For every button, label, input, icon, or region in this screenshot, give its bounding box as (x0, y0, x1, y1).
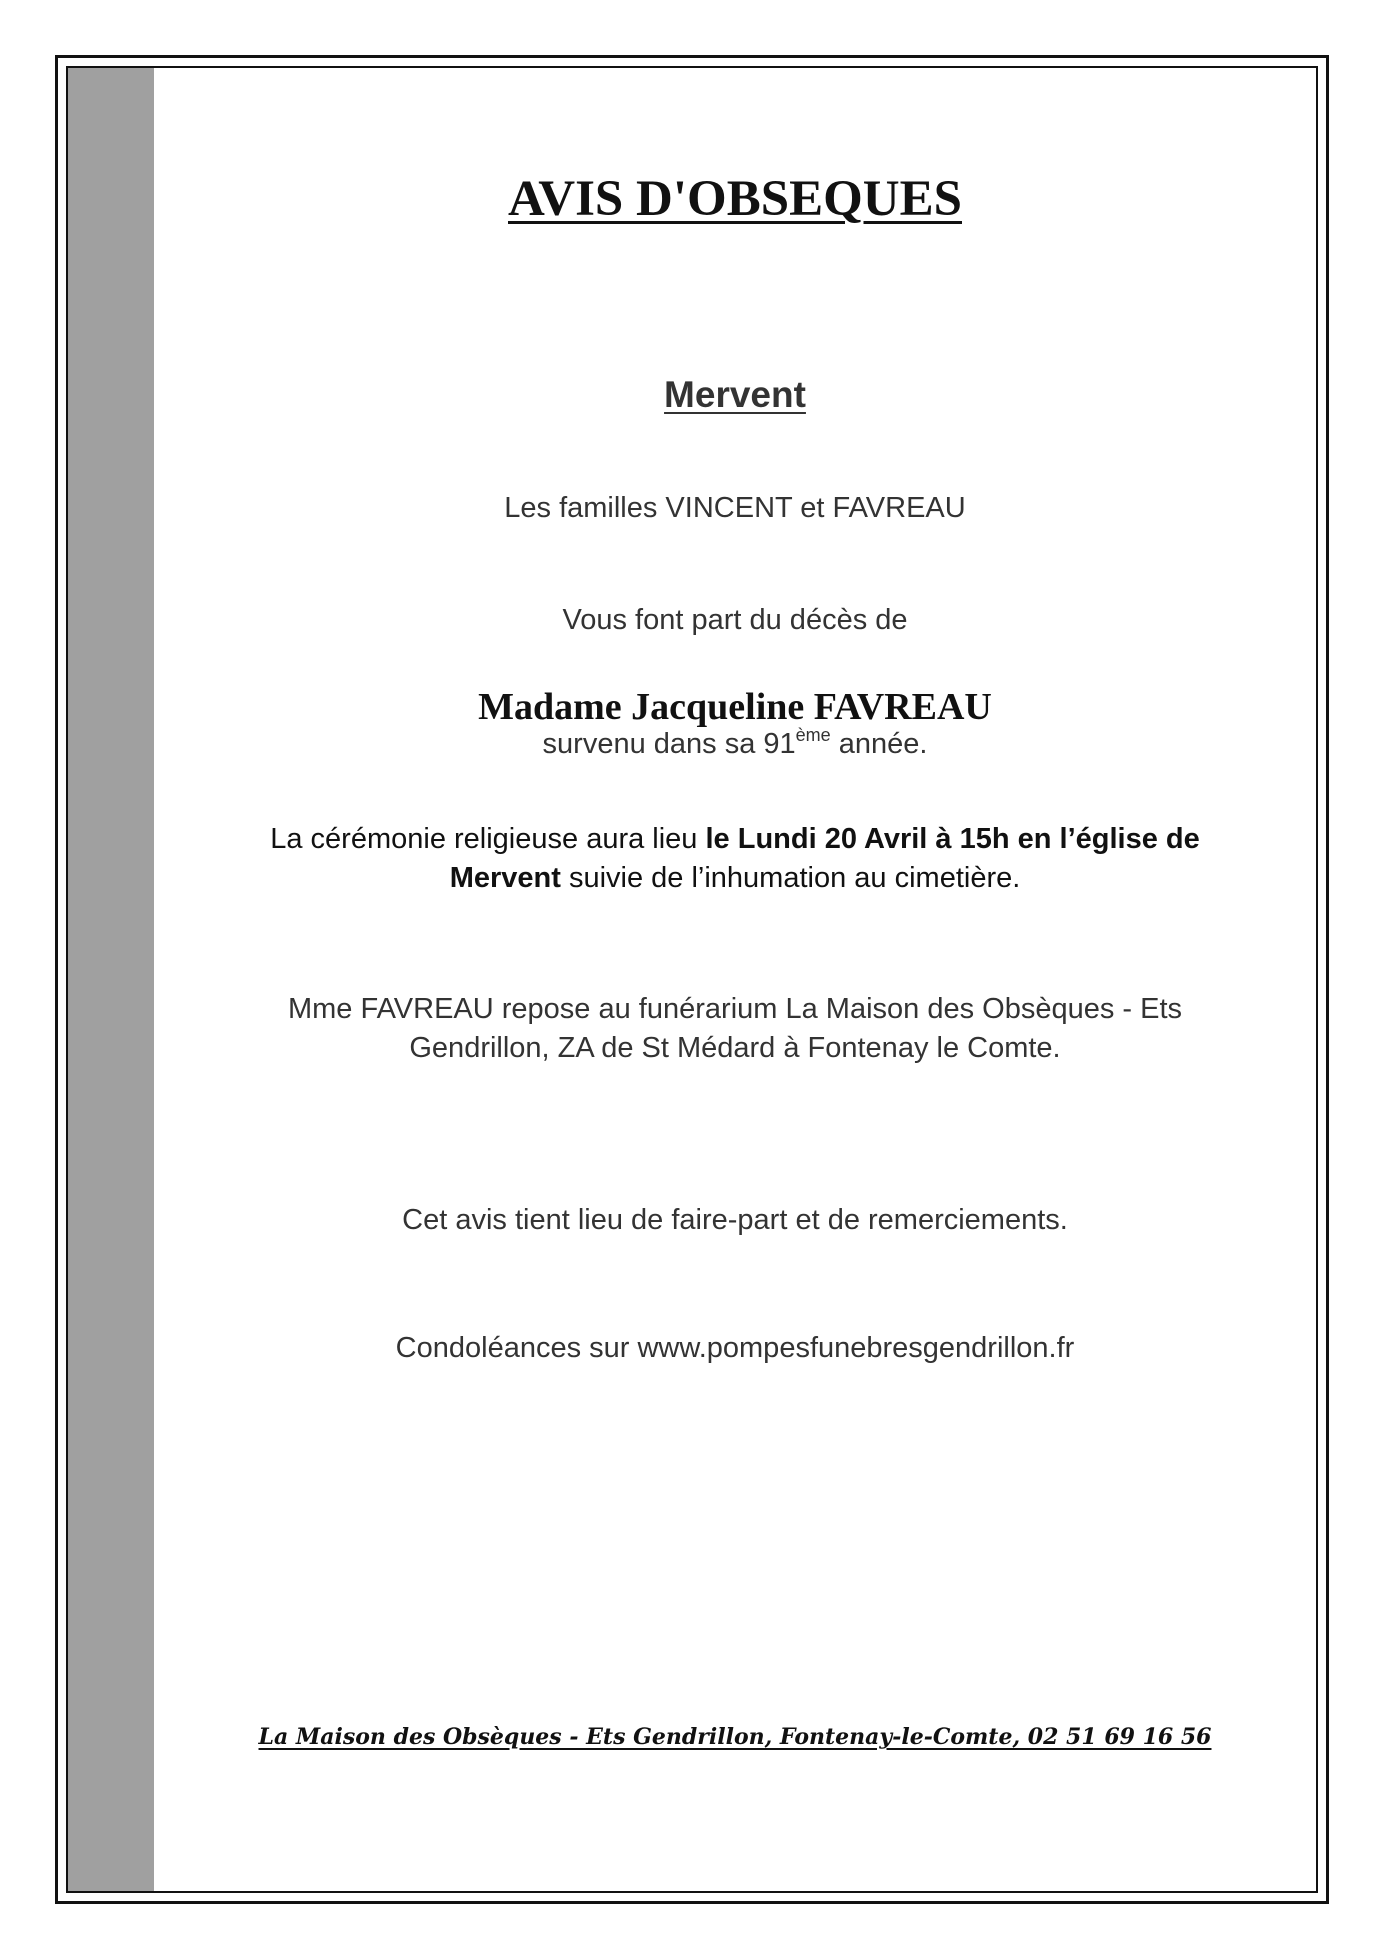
repose-paragraph (154, 990, 1316, 1068)
ceremony-town: Mervent (449, 862, 561, 894)
ceremony-rest: suivie de l’inhumation au cimetière. (560, 862, 1021, 894)
age-prefix: survenu dans sa 91 (542, 728, 796, 760)
ceremony-date-place: le Lundi 20 Avril à 15h en l’église de (705, 823, 1200, 855)
notice-content (154, 68, 1316, 1891)
repose-line-2: Gendrillon, ZA de St Médard à Fontenay le Comte. (409, 1032, 1061, 1064)
announcement-line: Vous font part du décès de (562, 604, 908, 636)
deceased-name: Madame Jacqueline FAVREAU (478, 686, 992, 728)
repose-line-1: Mme FAVREAU repose au funérarium La Maison des Obsèques - Ets (287, 993, 1183, 1025)
age-suffix: année. (830, 728, 928, 760)
ceremony-intro: La cérémonie religieuse aura lieu (270, 823, 706, 855)
ceremony-paragraph (154, 820, 1316, 898)
families-line: Les familles VINCENT et FAVREAU (504, 492, 966, 524)
footer-credit: La Maison des Obsèques - Ets Gendrillon, Fontenay-le-Comte, 02 51 69 16 56 (258, 1724, 1212, 1750)
gray-side-band (68, 68, 154, 1891)
age-line (154, 725, 1316, 761)
age-superscript: ème (795, 725, 831, 745)
condolences-line: Condoléances sur www.pompesfunebresgendrillon.fr (395, 1332, 1075, 1364)
notice-title: AVIS D'OBSEQUES (508, 171, 962, 227)
town-name: Mervent (664, 374, 806, 415)
notice-remark: Cet avis tient lieu de faire-part et de remerciements. (402, 1204, 1068, 1236)
